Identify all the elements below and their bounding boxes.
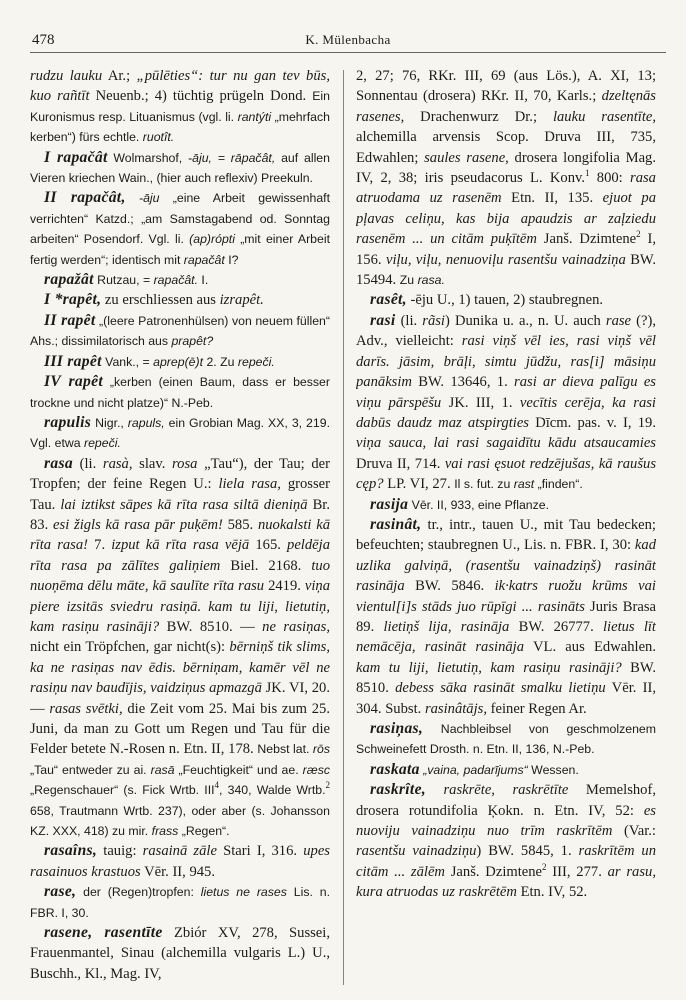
headword: raskata (370, 760, 420, 778)
right-column (356, 66, 656, 991)
headword: rasiņas, (370, 720, 424, 737)
entry-raskata: raskata „vaina, padarījums“ Wessen. (370, 760, 579, 778)
entry-rasa: rasa (li. rasà, slav. rosa „Tau“), der Tau; der Tropfen; der feine Regen U.: liela rasa, grosser Tau. lai iztikst sāpes kā rīta rasa siltā dieniņā Br. 83. esi žigls kā rasa pār puķēm! 585. nuokalsti kā rīta rasa! 7. izput kā rīta rasa vējā 165. peldēja rīta rasa pa zālītes galiņiem Biel. 2168. tuo nuoņēma dēlu māte, kā saulīte rīta rasu 2419. viņa piere izsitās sviedru rasiņā. kam tu liji, lietutiņ, kam rasiņu rasināji? BW. 8510. — ne rasiņas, nicht ein Tröpfchen, gar nicht(s): bērniņš tik slims, ka ne rasiņas nav ēdis. bērniņam, kamēr vēl ne rasiņu nav baudījis, vaidziņus apmazgā JK. VI, 20. — rasas svētki, die Zeit vom 25. Mai bis zum 25. Juni, da man zu Gott um Regen und Tau für die Felder betete N.-Rosen n. Etn. II, 178. Nebst lat. rōs „Tau“ entweder zu ai. rasā „Feuchtigkeit“ und ae. ræsc „Regenschauer“ (s. Fick Wrtb. III$^4$, 340, Walde Wrtb.$^2$ 658, Trautmann Wrtb. 237), oder aber (s. Johansson KZ. XXX, 418) zu mir. frass „Regen“. (30, 454, 330, 839)
entry-rapacat-2: II rapačât, -āju „eine Arbeit gewissenhaft verrichten“ Katzd.; „am Samstagabend od. Sonntag arbeiten“ Posendorf. Vgl. li. (ap)rópti „mit einer Arbeit fertig werden“; identisch mit rapačât I? (30, 189, 330, 267)
headword: rasa (44, 454, 73, 472)
entry-continuation: rudzu lauku Ar.; „pūlēties“: tur nu gan tev būs, kuo rañtīt Neuenb.; 4) tüchtig prügeln Dond. Ein Kuronismus resp. Lituanismus (vgl. li. rantýti „mehrfach kerben“) fürs echtle. ruotît. (30, 68, 330, 145)
entry-rapet-4: IV rapêt „kerben (einen Baum, dass er besser trockne und nicht platze)“ N.-Peb. (30, 373, 330, 410)
entry-raset: rasêt, -ēju U., 1) tauen, 2) staubregnen. (370, 291, 604, 309)
entry-rase: rase, der (Regen)tropfen: lietus ne rases Lis. n. FBR. I, 30. (30, 883, 330, 920)
entry-rapet-3: III rapêt Vank., = aprep(ē)t 2. Zu repeči. (44, 352, 275, 370)
headword: rasija (370, 495, 409, 513)
entry-rapet-2: II rapêt „(leere Patronenhülsen) von neuem füllen“ Ahs.; dissimilatorisch aus prapêt? (30, 311, 330, 349)
headword: II rapêt (44, 311, 96, 329)
entry-continuation: 2, 27; 76, RKr. III, 69 (aus Lös.), A. XI, 13; Sonnentau (drosera) RKr. II, 70, Karls.; dzeltęnās rasenes, Drachenwurz Dr.; lauku rasentīte, alchemilla arvensis Scop. Druva III, 735, Edwahlen; saules rasene, drosera longifolia Mag. IV, 2, 38; iris pseudacorus L. Konv.$^1$ 800: rasa atruodama uz rasenēm Etn. II, 135. ejuot pa pļavas celiņu, kas bija apaudzis ar zaļziedu rasenēm ... un citām puķītēm Janš. Dzimtene$^2$ I, 156. viļu, viļu, nenuoviļu rasentšu vainadziņa BW. 15494. Zu rasa. (356, 68, 656, 289)
entry-rapet-1: I *rapêt, zu erschliessen aus izrapêt. (44, 291, 264, 309)
entry-rapacat-1: I rapačât Wolmarshof, -āju, = rāpačât, auf allen Vieren kriechen Wain., (hier auch reflexiv) Preekuln. (30, 148, 330, 186)
entry-rasains: rasaîns, tauig: rasainā zāle Stari I, 316. upes rasainuos krastuos Vēr. II, 945. (30, 842, 330, 880)
headword: II rapačât, (44, 189, 126, 207)
page-header (30, 30, 666, 53)
entry-raskrite: raskrîte, raskrēte, raskrētīte Memelshof, drosera rotundifolia Ķokn. n. Etn. IV, 52: es nuoviju vainadziņu nuo trīm raskrītēm (Var.: rasentšu vainadziņu) BW. 5845, 1. raskrītēm un citām ... zālēm Janš. Dzimtene$^2$ III, 277. ar rasu, kura atruodas uz raskrētēm Etn. IV, 52. (356, 781, 656, 901)
running-title: K. Mülenbacha (305, 32, 391, 47)
entry-rasinat: rasinât, tr., intr., tauen U., mit Tau bedecken; befeuchten; staubregnen U., Lis. n. FBR. I, 30: kad uzlika galviņā, (rasentšu vainadziņš) rasināt rasināja BW. 5846. ik·katrs ruožu krūms vai vientul[i]s stāds juo rūpīgi ... rasināts Juris Brasa 89. lietiņš lija, rasināja BW. 26777. lietus līt nemācēja, rasināt rasināja VL. aus Edwahlen. kam tu liji, lietutiņ, kam rasiņu rasināji? BW. 8510. debess sāka rasināt smalku lietiņu Vēr. II, 304. Subst. rasinâtājs, feiner Regen Ar. (356, 515, 656, 717)
entry-rasinas: rasiņas, Nachbleibsel von geschmolzenem Schweinefett Drosth. n. Etn. II, 136, N.-Peb. (356, 720, 656, 757)
entry-rapulis: rapulis Nigr., rapuls, ein Grobian Mag. XX, 3, 219. Vgl. etwa repeči. (30, 413, 330, 451)
headword: rasaîns, (44, 842, 98, 860)
headword: rasêt, (370, 291, 407, 309)
headword: IV rapêt (44, 373, 103, 391)
page-number: 478 (32, 32, 55, 48)
headword: rase, (44, 883, 77, 901)
headword: rapažât (44, 271, 94, 289)
entry-rasene: rasene, rasentīte Zbiór XV, 278, Sussei, Frauenmantel, Sinau (alchemilla vulgaris L.) U., Buschh., Kl., Mag. IV, (30, 924, 330, 982)
headword: rasene, rasentīte (44, 924, 163, 942)
left-column (30, 66, 330, 991)
entry-rasi: rasi (li. rãsi) Dunika u. a., n. U. auch rase (?), Adv., vielleicht: rasi viņš vēl ies, rasi viņš vēl darīs. jāsim, brāļi, simtu jūdžu, ras[i] māsiņu panāksim BW. 13646, 1. rasi ar dieva palīgu es viņu pārspēšu JK. III, 1. vecītis cerēja, ka rasi dabūs daudz maz atspirgties Dīcm. pas. v. I, 19. viņa sauca, lai rasi sagaidītu kādu atsaucamies Druva II, 714. vai rasi ęsuot redzējušas, kā raušus cęp? LP. VI, 27. Il s. fut. zu rast „finden“. (356, 311, 656, 493)
entry-rapazat: rapažât Rutzau, = rapačât. I. (44, 271, 209, 289)
headword: rapulis (44, 413, 92, 431)
entry-rasija: rasija Vēr. II, 933, eine Pflanze. (370, 495, 550, 513)
column-divider (343, 70, 344, 985)
headword: raskrîte, (370, 781, 426, 799)
headword: rasi (370, 311, 396, 329)
headword: I *rapêt, (44, 291, 102, 309)
headword: III rapêt (44, 352, 102, 370)
headword: I rapačât (44, 148, 108, 166)
headword: rasinât, (370, 515, 422, 533)
